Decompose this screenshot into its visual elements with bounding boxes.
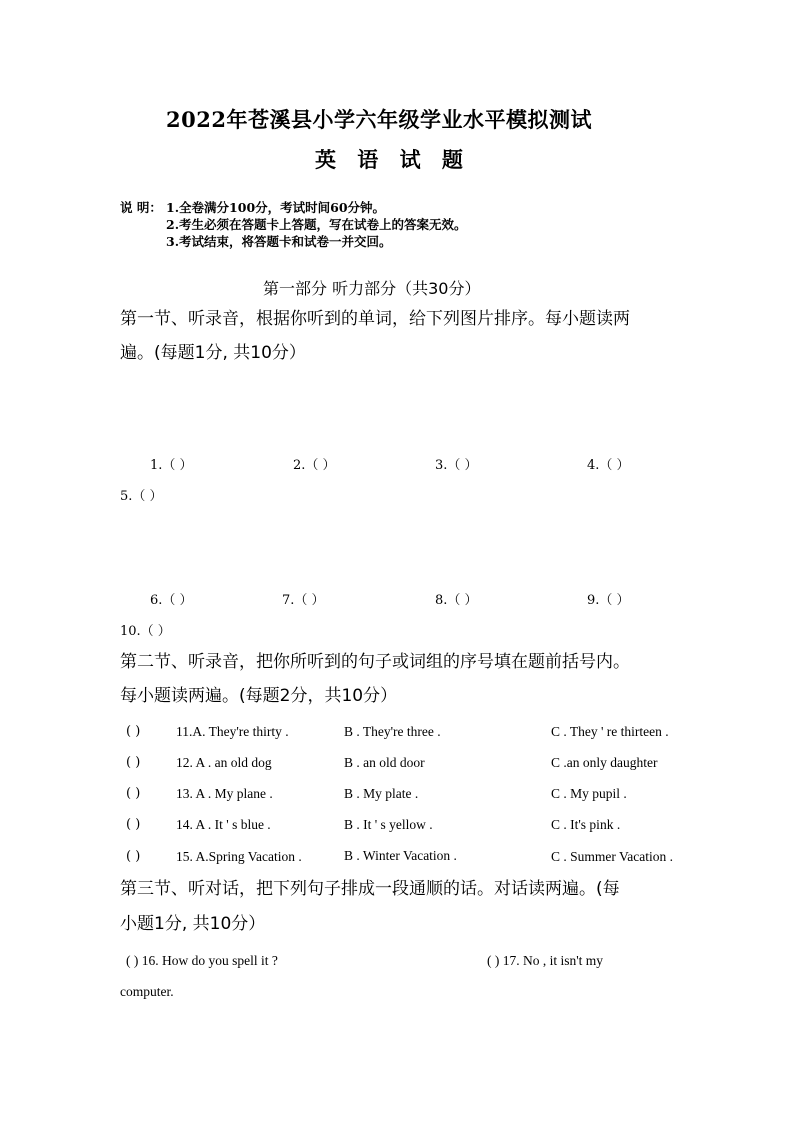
section2-instruction-line1: 第二节、听录音，把你所听到的句子或词组的序号填在题前括号内。 [120, 652, 630, 672]
notes-line-1: 1.全卷满分100分，考试时间60分钟。 [166, 200, 386, 215]
option-a: 14. A . It ' s blue . [176, 817, 271, 832]
option-a: 13. A . My plane . [176, 786, 273, 801]
answer-bracket[interactable]: ( ) [126, 755, 141, 770]
option-b: B . Winter Vacation . [344, 848, 457, 863]
answer-bracket[interactable]: ( ) [126, 817, 141, 832]
answer-blank-10[interactable]: 10.（ ） [120, 624, 171, 639]
section3-instruction-line2: 小题1分, 共10分） [120, 914, 266, 934]
answer-blank-4[interactable]: 4.（ ） [587, 458, 630, 473]
answer-blank-2[interactable]: 2.（ ） [293, 458, 336, 473]
section1-instruction-line1: 第一节、听录音，根据你听到的单词，给下列图片排序。每小题读两 [120, 309, 630, 329]
part1-title: 第一部分 听力部分（共30分） [263, 279, 481, 298]
section2-instruction-line2: 每小题读两遍。(每题2分，共10分） [120, 686, 398, 706]
option-a: 11.A. They're thirty . [176, 724, 289, 739]
notes-line-3: 3.考试结束，将答题卡和试卷一并交回。 [166, 234, 392, 249]
option-a: 12. A . an old dog [176, 755, 272, 770]
answer-blank-8[interactable]: 8.（ ） [435, 593, 478, 608]
option-b: B . It ' s yellow . [344, 817, 433, 832]
answer-blank-1[interactable]: 1.（ ） [150, 458, 193, 473]
option-a: 15. A.Spring Vacation . [176, 849, 302, 864]
option-c: C . They ' re thirteen . [551, 724, 669, 739]
answer-blank-7[interactable]: 7.（ ） [282, 593, 325, 608]
option-c: C . It's pink . [551, 817, 621, 832]
answer-bracket[interactable]: ( ) [126, 724, 141, 739]
option-c: C . My pupil . [551, 786, 627, 801]
option-c: C .an only daughter [551, 755, 658, 770]
section1-instruction-line2: 遍。(每题1分, 共10分） [120, 343, 306, 363]
answer-blank-9[interactable]: 9.（ ） [587, 593, 630, 608]
option-b: B . an old door [344, 755, 425, 770]
question-17[interactable]: ( ) 17. No , it isn't my [487, 953, 604, 968]
notes-label: 说 明： [120, 200, 162, 215]
option-b: B . They're three . [344, 724, 441, 739]
answer-blank-6[interactable]: 6.（ ） [150, 593, 193, 608]
option-b: B . My plate . [344, 786, 419, 801]
question-17-continuation: computer. [120, 984, 174, 999]
answer-bracket[interactable]: ( ) [126, 849, 141, 864]
section3-instruction-line1: 第三节、听对话，把下列句子排成一段通顺的话。对话读两遍。(每 [120, 879, 620, 899]
page-subtitle: 英 语 试 题 [315, 147, 463, 172]
notes-line-2: 2.考生必须在答题卡上答题，写在试卷上的答案无效。 [166, 217, 467, 232]
option-c: C . Summer Vacation . [551, 849, 673, 864]
answer-bracket[interactable]: ( ) [126, 786, 141, 801]
page-title: 2022年苍溪县小学六年级学业水平模拟测试 [166, 107, 592, 132]
question-16[interactable]: ( ) 16. How do you spell it ? [126, 953, 278, 968]
answer-blank-3[interactable]: 3.（ ） [435, 458, 478, 473]
answer-blank-5[interactable]: 5.（ ） [120, 489, 163, 504]
